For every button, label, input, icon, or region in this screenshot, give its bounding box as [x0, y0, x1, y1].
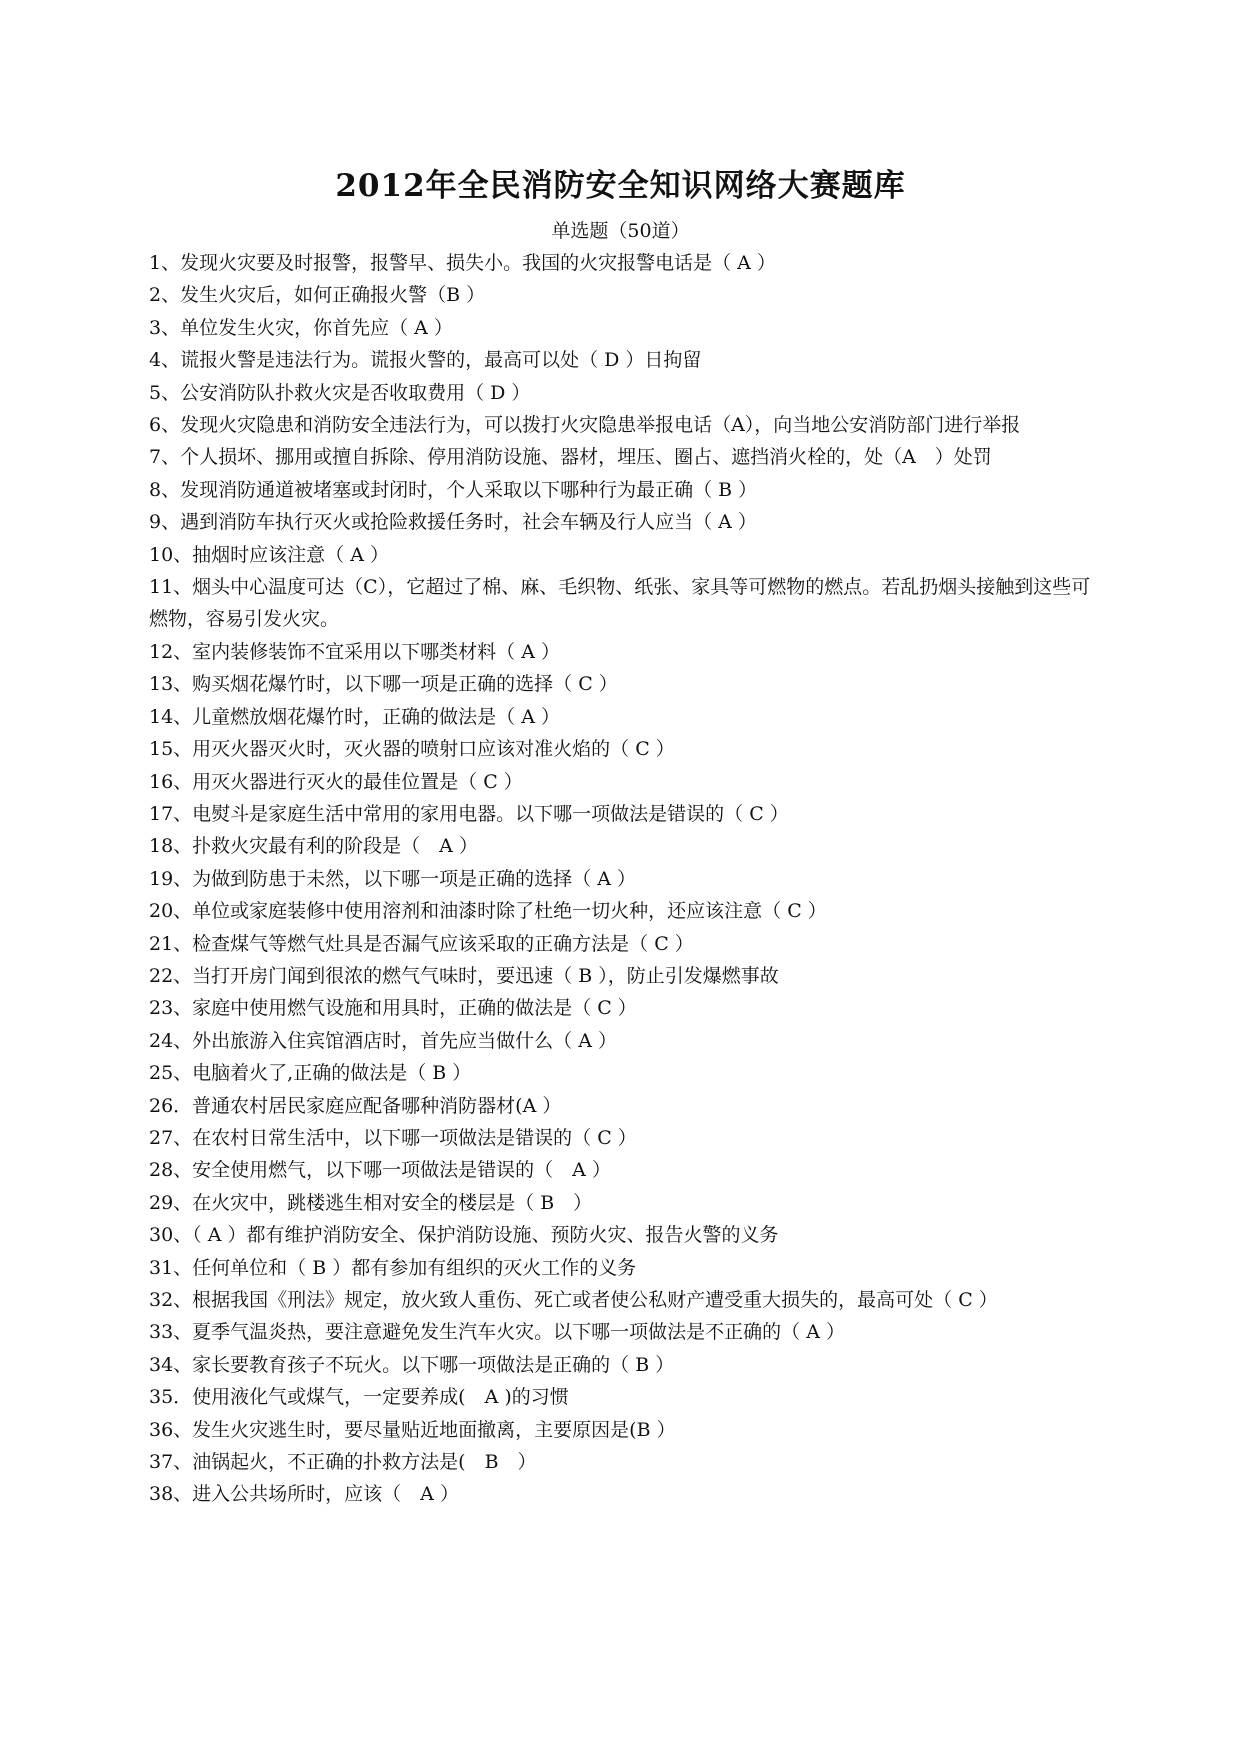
question-item: 34、家长要教育孩子不玩火。以下哪一项做法是正确的（ B ） — [149, 1353, 675, 1376]
question-item: 14、儿童燃放烟花爆竹时，正确的做法是（ A ） — [149, 705, 560, 728]
question-item: 7、个人损坏、挪用或擅自拆除、停用消防设施、器材，埋压、圈占、遮挡消火栓的，处（A ）处罚 — [149, 446, 992, 469]
question-item: 9、遇到消防车执行灭火或抢险救援任务时，社会车辆及行人应当（ A ） — [149, 511, 757, 534]
question-item: 13、购买烟花爆竹时，以下哪一项是正确的选择（ C ） — [149, 673, 618, 696]
question-item: 37、油锅起火，不正确的扑救方法是( B ） — [149, 1451, 537, 1474]
question-item: 35．使用液化气或煤气，一定要养成( A )的习惯 — [149, 1386, 569, 1409]
question-item: 27、在农村日常生活中，以下哪一项做法是错误的（ C ） — [149, 1126, 637, 1149]
question-list — [149, 247, 1109, 1511]
page-title: 2012年全民消防安全知识网络大赛题库 — [335, 168, 906, 204]
question-item: 3、单位发生火灾，你首先应（ A ） — [149, 316, 453, 339]
section-heading: 单选题（50道） — [551, 220, 690, 242]
question-item: 15、用灭火器灭火时，灭火器的喷射口应该对准火焰的（ C ） — [149, 738, 675, 761]
question-item: 31、任何单位和（ B ）都有参加有组织的灭火工作的义务 — [149, 1256, 637, 1279]
question-item: 32、根据我国《刑法》规定，放火致人重伤、死亡或者使公私财产遭受重大损失的，最高可处（ C ） — [149, 1289, 998, 1311]
question-item: 4、谎报火警是违法行为。谎报火警的，最高可以处（ D ）日拘留 — [149, 349, 702, 372]
question-item: 25、电脑着火了,正确的做法是（ B ） — [149, 1062, 472, 1085]
question-item: 8、发现消防通道被堵塞或封闭时，个人采取以下哪种行为最正确（ B ） — [149, 478, 758, 501]
question-item: 38、进入公共场所时，应该（ A ） — [149, 1483, 459, 1506]
question-item: 19、为做到防患于未然，以下哪一项是正确的选择（ A ） — [149, 867, 636, 890]
question-item: 33、夏季气温炎热，要注意避免发生汽车火灾。以下哪一项做法是不正确的（ A ） — [149, 1321, 845, 1344]
question-item: 21、检查煤气等燃气灶具是否漏气应该采取的正确方法是（ C ） — [149, 932, 694, 955]
question-item: 23、家庭中使用燃气设施和用具时，正确的做法是（ C ） — [149, 997, 637, 1020]
question-item: 11、烟头中心温度可达（C），它超过了棉、麻、毛织物、纸张、家具等可燃物的燃点。若乱扔烟头接触到这些可燃物，容易引发火灾。 — [149, 576, 1091, 631]
question-item: 28、安全使用燃气，以下哪一项做法是错误的（ A ） — [149, 1159, 611, 1182]
question-item: 16、用灭火器进行灭火的最佳位置是（ C ） — [149, 770, 523, 793]
question-item: 10、抽烟时应该注意（ A ） — [149, 543, 389, 566]
question-item: 30、（ A ）都有维护消防安全、保护消防设施、预防火灾、报告火警的义务 — [149, 1224, 779, 1247]
question-item: 17、电熨斗是家庭生活中常用的家用电器。以下哪一项做法是错误的（ C ） — [149, 802, 789, 825]
question-item: 18、扑救火灾最有利的阶段是（ A ） — [149, 835, 478, 858]
question-item: 22、当打开房门闻到很浓的燃气气味时，要迅速（ B ），防止引发爆燃事故 — [149, 964, 779, 987]
question-item: 20、单位或家庭装修中使用溶剂和油漆时除了杜绝一切火种，还应该注意（ C ） — [149, 900, 827, 923]
question-item: 24、外出旅游入住宾馆酒店时，首先应当做什么（ A ） — [149, 1029, 617, 1052]
question-item: 2、发生火灾后，如何正确报火警（B ） — [149, 284, 486, 307]
question-item: 36、发生火灾逃生时，要尽量贴近地面撤离，主要原因是(B ） — [149, 1418, 676, 1441]
question-item: 29、在火灾中，跳楼逃生相对安全的楼层是（ B ） — [149, 1191, 593, 1214]
question-item: 6、发现火灾隐患和消防安全违法行为，可以拨打火灾隐患举报电话（A），向当地公安消防部门进行举报 — [149, 414, 1021, 437]
question-item: 12、室内装修装饰不宜采用以下哪类材料（ A ） — [149, 640, 560, 663]
question-item: 5、公安消防队扑救火灾是否收取费用（ D ） — [149, 381, 531, 404]
question-item: 26．普通农村居民家庭应配备哪种消防器材(A ） — [149, 1094, 562, 1117]
question-item: 1、发现火灾要及时报警，报警早、损失小。我国的火灾报警电话是（ A ） — [149, 252, 776, 274]
